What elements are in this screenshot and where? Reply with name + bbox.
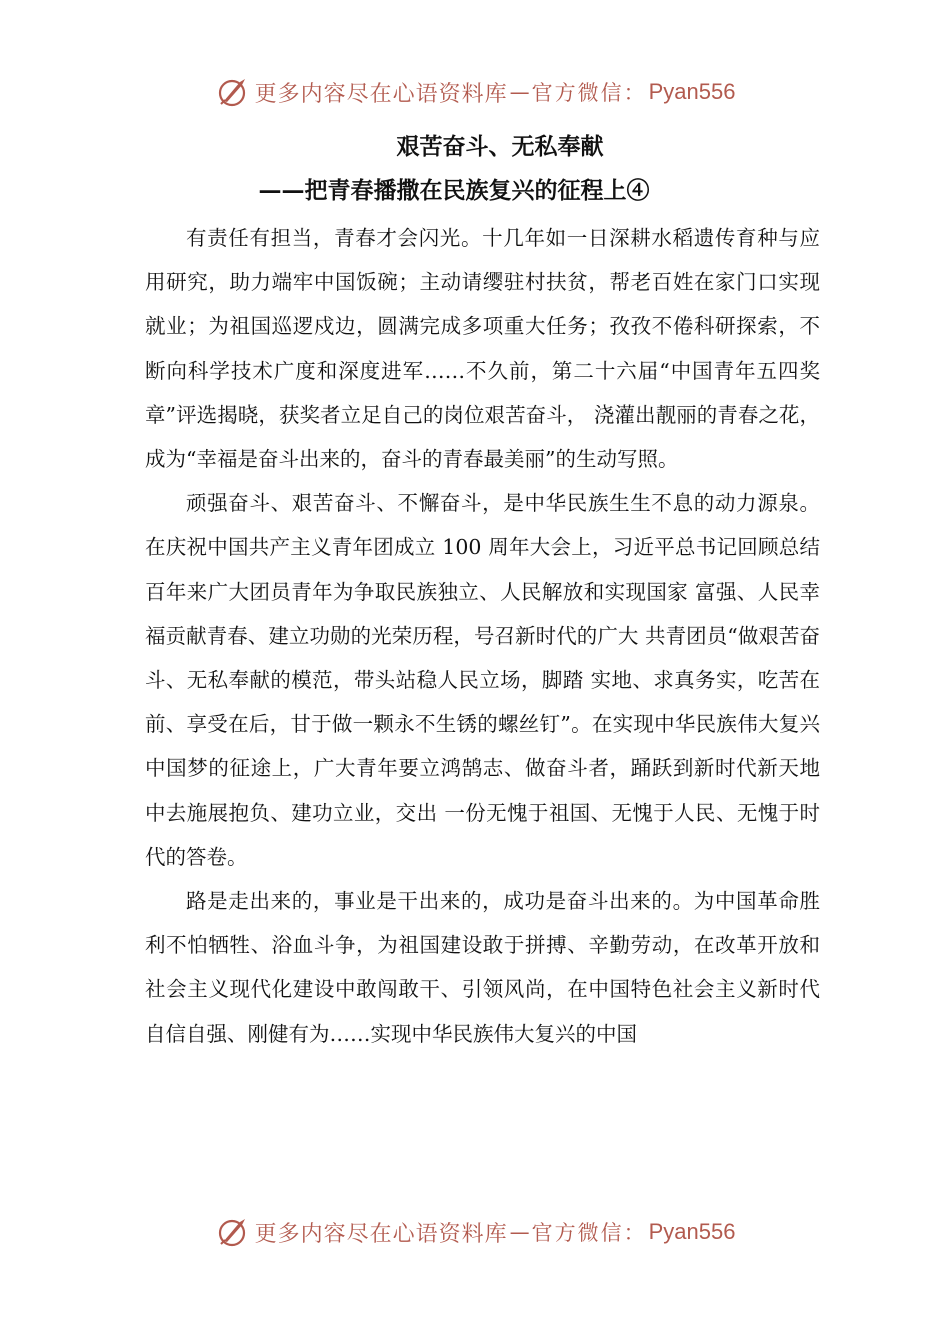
document-body <box>145 216 820 1056</box>
banner-brand: 更多内容尽在心语资料库 <box>254 1221 508 1247</box>
banner-separator: — <box>509 1220 530 1244</box>
document-title: 艰苦奋斗、无私奉献 <box>396 133 604 160</box>
banner-wechat-id: Pyan556 <box>648 79 736 104</box>
banner-separator: — <box>509 80 530 104</box>
footer-banner <box>0 1212 950 1252</box>
paragraph: 有责任有担当，青春才会闪光。十几年如一日深耕水稻遗传育种与应用研究，助力端牢中国饭碗；主动请缨驻村扶贫，帮老百姓在家门口实现就业；为祖国巡逻戍边，圆满完成多项重大任务；孜孜不倦科研探索，不断向科学技术广度和深度进军……不久前，第二十六届“中国青年五四奖章”评选揭晓，获奖者立足自己的岗位艰苦奋斗， 浇灌出靓丽的青春之花，成为“幸福是奋斗出来的，奋斗的青春最美丽”的生动写照。 <box>145 226 820 472</box>
banner-wechat-id: Pyan556 <box>648 1219 736 1244</box>
banner-wechat-label: 官方微信： <box>531 1221 647 1245</box>
header-banner <box>0 72 950 112</box>
banner-brand: 更多内容尽在心语资料库 <box>254 81 508 107</box>
paragraph: 顽强奋斗、艰苦奋斗、不懈奋斗，是中华民族生生不息的动力源泉。在庆祝中国共产主义青年团成立 100 周年大会上，习近平总书记回顾总结百年来广大团员青年为争取民族独立、人民解放和实现国家 富强、人民幸福贡献青春、建立功勋的光荣历程，号召新时代的广大 共青团员“做艰苦奋斗、无私奉献的模范，带头站稳人民立场，脚踏 实地、求真务实，吃苦在前、享受在后，甘于做一颗永不生锈的螺丝钉”。在实现中华民族伟大复兴中国梦的征途上，广大青年要立鸿鹄志、做奋斗者，踊跃到新时代新天地中去施展抱负、建功立业，交出 一份无愧于祖国、无愧于人民、无愧于时代的答卷。 <box>145 491 820 869</box>
banner-wechat-label: 官方微信： <box>531 81 647 105</box>
quill-pen-logo-icon <box>215 1214 251 1250</box>
paragraph: 路是走出来的，事业是干出来的，成功是奋斗出来的。为中国革命胜利不怕牺牲、浴血斗争，为祖国建设敢于拼搏、辛勤劳动，在改革开放和社会主义现代化建设中敢闯敢干、引领风尚，在中国特色社会主义新时代自信自强、刚健有为……实现中华民族伟大复兴的中国 <box>145 889 820 1046</box>
document-subtitle: ——把青春播撒在民族复兴的征程上④ <box>258 177 650 204</box>
quill-pen-logo-icon <box>215 74 251 110</box>
